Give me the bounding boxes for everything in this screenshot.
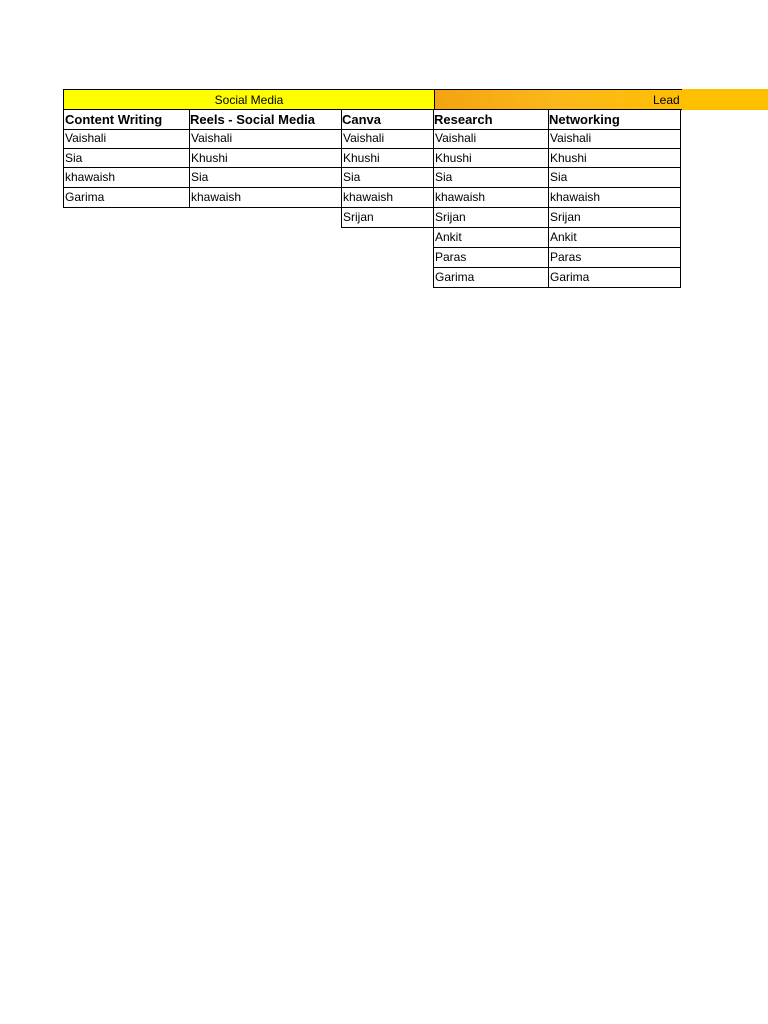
table-cell[interactable]: Srijan	[341, 208, 434, 228]
table-cell[interactable]: Khushi	[433, 149, 549, 168]
table-cell[interactable]: Vaishali	[189, 129, 342, 149]
table-cell[interactable]: Khushi	[548, 149, 681, 168]
table-cell[interactable]: Ankit	[433, 228, 549, 248]
table-cell[interactable]: Garima	[63, 188, 190, 208]
table-cell[interactable]: Paras	[433, 248, 549, 268]
table-cell[interactable]: Vaishali	[63, 129, 190, 149]
table-cell[interactable]: khawaish	[341, 188, 434, 208]
table-cell[interactable]: Sia	[341, 168, 434, 188]
table-cell[interactable]: Srijan	[433, 208, 549, 228]
group-label-lead: Lead	[653, 93, 680, 107]
table-cell[interactable]: Sia	[433, 168, 549, 188]
group-header-lead[interactable]	[434, 89, 768, 110]
table-cell[interactable]: Paras	[548, 248, 681, 268]
group-label-social-media: Social Media	[214, 93, 284, 107]
column-header-reels-social-media[interactable]: Reels - Social Media	[189, 110, 342, 130]
table-cell[interactable]: Vaishali	[548, 129, 681, 149]
table-cell[interactable]: Srijan	[548, 208, 681, 228]
column-header-canva[interactable]: Canva	[341, 110, 434, 130]
column-header-research[interactable]: Research	[433, 110, 549, 130]
table-cell[interactable]: khawaish	[63, 168, 190, 188]
lead-band-fill	[682, 89, 768, 110]
table-cell[interactable]: Sia	[189, 168, 342, 188]
table-cell[interactable]: khawaish	[189, 188, 342, 208]
table-cell[interactable]: Vaishali	[341, 129, 434, 149]
table-cell[interactable]: Garima	[548, 268, 681, 288]
table-cell[interactable]: Khushi	[189, 149, 342, 168]
table-cell[interactable]: Sia	[63, 149, 190, 168]
table-cell[interactable]: khawaish	[433, 188, 549, 208]
table-cell[interactable]: Sia	[548, 168, 681, 188]
table-cell[interactable]: khawaish	[548, 188, 681, 208]
table-cell[interactable]: Ankit	[548, 228, 681, 248]
table-cell[interactable]: Garima	[433, 268, 549, 288]
group-header-social-media[interactable]	[63, 89, 434, 110]
column-header-content-writing[interactable]: Content Writing	[63, 110, 190, 130]
column-header-networking[interactable]: Networking	[548, 110, 681, 130]
table-cell[interactable]: Khushi	[341, 149, 434, 168]
table-cell[interactable]: Vaishali	[433, 129, 549, 149]
